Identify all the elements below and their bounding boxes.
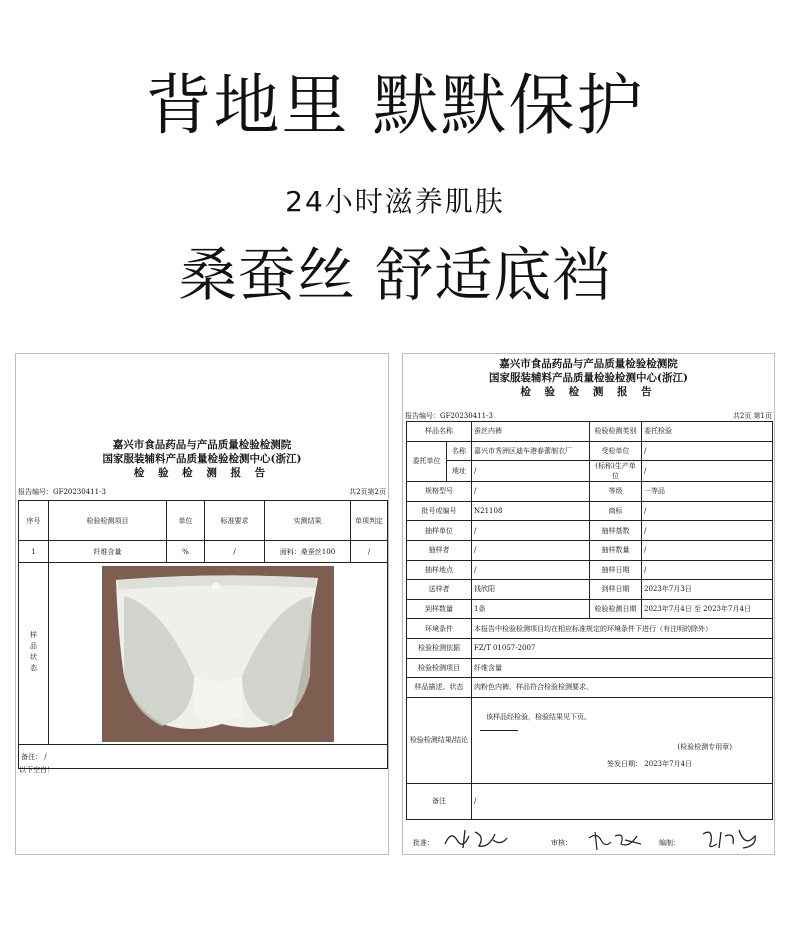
label: 备注 [407,783,472,819]
hero-title: 背地里 默默保护 [145,67,645,144]
value: FZ/T 01057-2007 [472,638,773,658]
table-row [19,541,388,563]
col-header: 单项判定 [351,501,388,541]
label: (标称)生产单位 [590,461,642,482]
label: 名称 [447,441,472,461]
value: / [642,441,773,461]
value: / [472,560,590,580]
label: 样品名称 [407,422,472,442]
value: / [472,521,590,541]
org-name: 嘉兴市食品药品与产品质量检验检测院 [499,358,678,370]
conclusion-cell [472,697,773,783]
label: 检验检测类别 [590,422,642,442]
value: 蚕丝内裤 [472,422,590,442]
value: 一等品 [642,482,773,502]
cell: 面料：桑蚕丝100 [265,541,351,563]
cell: / [351,541,388,563]
report-header [403,357,774,399]
remark: 备注： / [19,745,388,769]
value: / [472,461,590,482]
report-meta [403,411,774,421]
value: 委托检验 [642,422,773,442]
value: / [472,540,590,560]
label: 抽样基数 [590,521,642,541]
col-header: 实测结果 [265,501,351,541]
col-header: 序号 [19,501,49,541]
label: 商标 [590,501,642,521]
approve-label: 批准： [413,839,434,847]
report-page-1 [402,353,775,855]
issue-date: 签发日期： 2023年7月4日 [607,759,692,768]
value: 本报告中检验检测项目均在相应标准规定的环境条件下进行（有注明的除外） [472,619,773,639]
label: 规格型号 [407,482,472,502]
sample-state-label: 样品状态 [19,563,49,745]
report-meta [16,487,388,497]
blank-note: 以下空白！ [19,766,54,774]
label: 抽样日期 [590,560,642,580]
sample-photo [102,566,334,742]
label: 到样日期 [590,580,642,600]
label: 等级 [590,482,642,502]
info-table [406,421,773,820]
report-title: 检 验 检 测 报 告 [520,386,657,398]
label: 委托单位 [407,441,447,482]
value: / [642,501,773,521]
value: 1条 [472,599,590,619]
value: / [472,482,590,502]
label: 受检单位 [590,441,642,461]
value: 2023年7月4日 至 2023年7月4日 [642,599,773,619]
signature-auditor [585,828,645,852]
seal-text: (检验检测专用章) [677,742,732,751]
label: 抽样单位 [407,521,472,541]
org-center: 国家服装辅料产品质量检验检测中心(浙江) [102,453,302,465]
label: 样品描述、状态 [407,678,472,698]
page-number: 共2页 第1页 [732,412,772,420]
results-table [18,500,388,769]
cell: / [205,541,265,563]
cell: 纤维含量 [49,541,167,563]
report-page-2 [15,353,389,855]
label: 批号或编号 [407,501,472,521]
value: / [472,783,773,819]
col-header: 标准要求 [205,501,265,541]
value: / [642,521,773,541]
hero-title-2: 桑蚕丝 舒适底裆 [178,241,612,309]
label: 抽样数量 [590,540,642,560]
org-name: 嘉兴市食品药品与产品质量检验检测院 [112,439,292,451]
hero-subtitle: 24小时滋养肌肤 [285,185,505,218]
page-number: 共2页第2页 [349,488,386,496]
report-title: 检 验 检 测 报 告 [133,467,271,479]
label: 检验检测项目 [407,658,472,678]
label: 检验检测依据 [407,638,472,658]
label: 地址 [447,461,472,482]
label: 检验检测日期 [590,599,642,619]
label: 抽样地点 [407,560,472,580]
value: 嘉兴市秀洲区迪车港春蕾制衣厂 [472,441,590,461]
value: 2023年7月3日 [642,580,773,600]
signature-approver [441,826,511,852]
label: 抽样者 [407,540,472,560]
edit-label: 编制： [659,839,680,847]
audit-label: 审核： [551,839,572,847]
col-header: 检验检测项目 [49,501,167,541]
label: 检验检测结果/结论 [407,697,472,783]
report-header [16,438,388,480]
value: 钱欣阳 [472,580,590,600]
value: / [642,461,773,482]
conclusion-text: 该样品经检验，检验结果见下页。 [486,712,591,721]
divider [480,730,518,731]
label: 到样数量 [407,599,472,619]
value: / [642,560,773,580]
col-header: 单位 [167,501,205,541]
value: N21108 [472,501,590,521]
value: / [642,540,773,560]
org-center: 国家服装辅料产品质量检验检测中心(浙江) [489,372,688,384]
report-number: 报告编号：GF20230411-3 [18,488,106,496]
signature-editor [699,826,761,852]
label: 送样者 [407,580,472,600]
label: 环境条件 [407,619,472,639]
report-number: 报告编号：GF20230411-3 [405,412,493,420]
cell: % [167,541,205,563]
value: 肉粉色内裤，样品符合检验检测要求。 [472,678,773,698]
signatures [403,826,774,854]
value: 纤维含量 [472,658,773,678]
cell: 1 [19,541,49,563]
